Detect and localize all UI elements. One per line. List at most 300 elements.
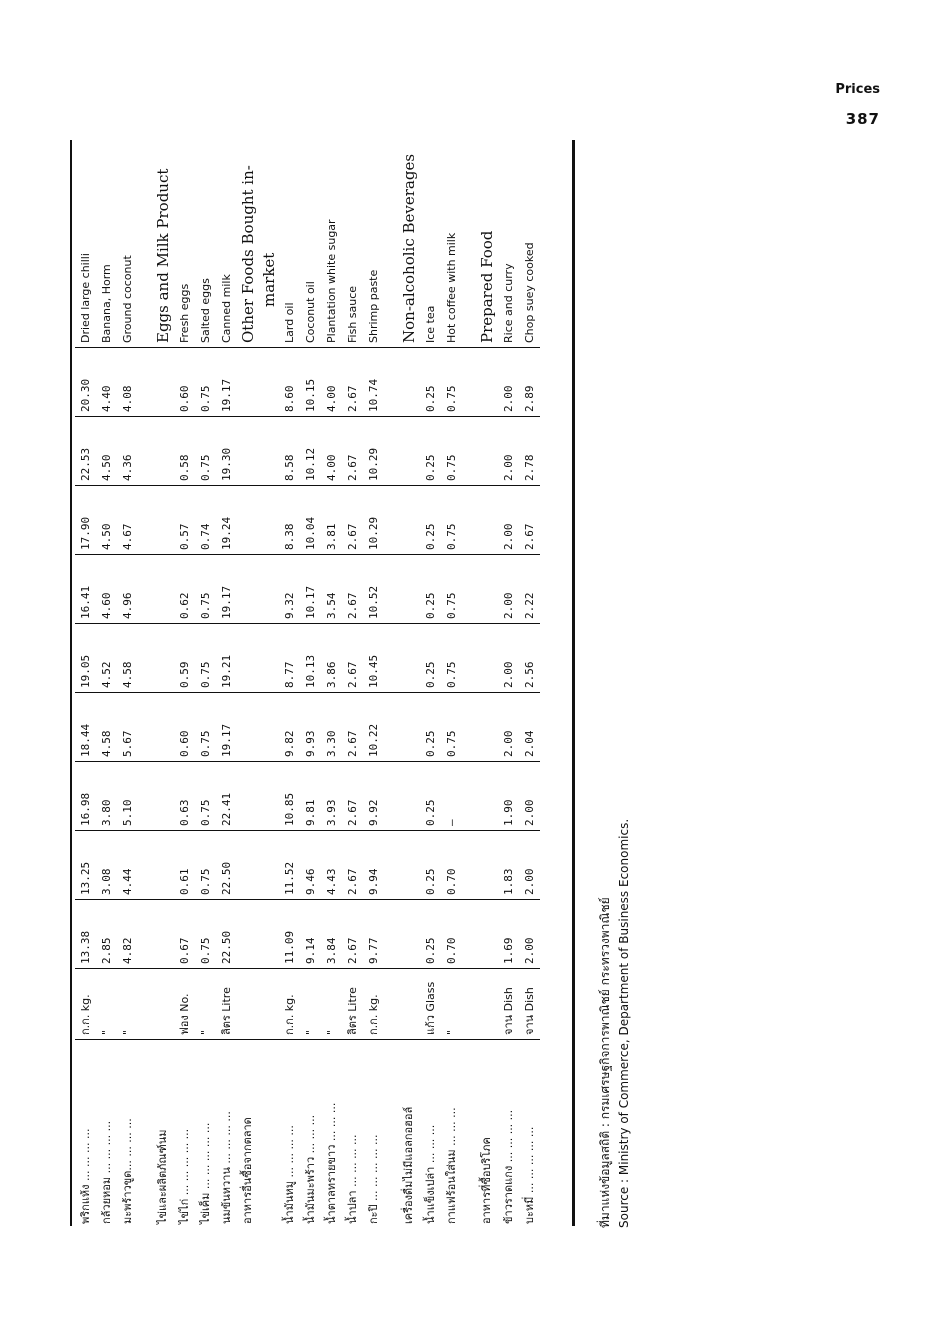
table-bottom-rule (70, 140, 72, 1226)
empty-cell (237, 555, 258, 624)
table-row (195, 96, 216, 1228)
price-value-cell: 11.09 (279, 900, 300, 969)
item-thai-label: มะพร้าวขูด... ... ... ... (117, 1040, 138, 1229)
empty-cell (152, 348, 174, 417)
price-value-cell: 0.75 (195, 348, 216, 417)
spacer-cell (138, 831, 152, 900)
table-row (420, 96, 441, 1228)
table-row (363, 96, 384, 1228)
price-value-cell: 11.52 (279, 831, 300, 900)
price-value-cell: 0.75 (195, 624, 216, 693)
price-value-cell: 2.67 (342, 624, 363, 693)
empty-cell (258, 555, 279, 624)
empty-cell (476, 831, 498, 900)
item-english-label: Dried large chilli (79, 253, 92, 343)
price-value-cell: 2.67 (342, 831, 363, 900)
unit-cell: ลิตร Litre (216, 969, 237, 1040)
source-thai: ที่มาแห่งข้อมูลสถิติ : กรมเศรษฐกิจการพาณิชย์ กระทรวงพาณิชย์ (598, 897, 612, 1228)
empty-cell (237, 348, 258, 417)
empty-cell (237, 624, 258, 693)
unit-cell: จาน Dish (519, 969, 540, 1040)
price-value-cell: 2.04 (519, 693, 540, 762)
empty-cell (237, 486, 258, 555)
table-row (174, 96, 195, 1228)
price-value-cell: 0.67 (174, 900, 195, 969)
unit-cell: " (441, 969, 462, 1040)
section-english-label: Non-alcoholic Beverages (400, 153, 418, 343)
empty-cell (476, 969, 498, 1040)
empty-cell (237, 831, 258, 900)
price-value-cell: 8.60 (279, 348, 300, 417)
price-value-cell: 19.05 (75, 624, 96, 693)
spacer-row (138, 96, 152, 1228)
empty-cell (237, 969, 258, 1040)
price-value-cell: 4.40 (96, 348, 117, 417)
table-row (75, 96, 96, 1228)
price-value-cell: 20.30 (75, 348, 96, 417)
empty-cell (476, 555, 498, 624)
price-value-cell: 8.38 (279, 486, 300, 555)
spacer-cell (462, 486, 476, 555)
item-thai-label: พริกแห้ง ... ... ... ... (75, 1040, 96, 1229)
unit-cell: " (96, 969, 117, 1040)
price-value-cell: 4.00 (321, 417, 342, 486)
item-thai-label: น้ำมันหมู ... ... ... ... (279, 1040, 300, 1229)
unit-cell: ฟอง No. (174, 969, 195, 1040)
price-value-cell: 10.13 (300, 624, 321, 693)
empty-cell (398, 348, 420, 417)
price-value-cell: 9.77 (363, 900, 384, 969)
price-value-cell: 4.60 (96, 555, 117, 624)
price-value-cell: 9.94 (363, 831, 384, 900)
item-english-label: Banana, Horm (100, 264, 113, 343)
item-english-label: Salted eggs (199, 278, 212, 343)
spacer-row (462, 96, 476, 1228)
table-row (279, 96, 300, 1228)
price-value-cell: 18.44 (75, 693, 96, 762)
price-value-cell: 0.59 (174, 624, 195, 693)
empty-cell (258, 348, 279, 417)
price-value-cell: 5.67 (117, 693, 138, 762)
price-value-cell: 2.00 (519, 831, 540, 900)
empty-cell (398, 762, 420, 831)
price-value-cell: 10.29 (363, 486, 384, 555)
empty-cell (398, 624, 420, 693)
price-value-cell: 10.52 (363, 555, 384, 624)
empty-cell (258, 693, 279, 762)
unit-cell: " (117, 969, 138, 1040)
price-value-cell: 3.86 (321, 624, 342, 693)
price-value-cell: 13.25 (75, 831, 96, 900)
price-value-cell: 3.80 (96, 762, 117, 831)
price-value-cell: 8.58 (279, 417, 300, 486)
price-value-cell: 4.58 (96, 693, 117, 762)
section-thai-label: เครื่องดื่มไม่มีแอลกอฮอล์ (398, 1040, 420, 1229)
spacer-cell (138, 969, 152, 1040)
price-value-cell: 9.93 (300, 693, 321, 762)
item-english-label: Shrimp paste (367, 269, 380, 343)
spacer-cell (462, 417, 476, 486)
price-value-cell: 13.38 (75, 900, 96, 969)
price-value-cell: 2.00 (519, 762, 540, 831)
price-value-cell: 22.50 (216, 900, 237, 969)
section-row (398, 96, 420, 1228)
price-value-cell: 22.41 (216, 762, 237, 831)
empty-cell (258, 417, 279, 486)
spacer-cell (384, 486, 398, 555)
item-thai-label: ไข่ไก่ ... ... ... ... ... (174, 1040, 195, 1229)
section-thai-label: ไข่และผลิตภัณฑ์นม (152, 1040, 174, 1229)
spacer-cell (138, 762, 152, 831)
price-value-cell: 19.21 (216, 624, 237, 693)
price-value-cell: 2.67 (519, 486, 540, 555)
price-value-cell: 22.50 (216, 831, 237, 900)
spacer-cell (138, 555, 152, 624)
item-thai-label: น้ำแข็งเปล่า ... ... ... (420, 1040, 441, 1229)
empty-cell (237, 693, 258, 762)
empty-cell (152, 624, 174, 693)
item-thai-label: บะหมี่ ... ... ... ... ... (519, 1040, 540, 1229)
empty-cell (476, 417, 498, 486)
price-value-cell: 0.75 (195, 762, 216, 831)
item-thai-label: น้ำมันมะพร้าว ... ... ... (300, 1040, 321, 1229)
price-table (75, 96, 540, 1228)
empty-cell (258, 831, 279, 900)
spacer-cell (138, 417, 152, 486)
spacer-cell (138, 348, 152, 417)
empty-cell (152, 555, 174, 624)
price-value-cell: 3.81 (321, 486, 342, 555)
spacer-cell (384, 624, 398, 693)
price-value-cell: 9.46 (300, 831, 321, 900)
spacer-cell (138, 1040, 152, 1229)
price-value-cell: 10.17 (300, 555, 321, 624)
price-value-cell: 4.43 (321, 831, 342, 900)
empty-cell (152, 900, 174, 969)
price-value-cell: 2.67 (342, 486, 363, 555)
item-english-label: Plantation white sugar (325, 219, 338, 343)
item-thai-label: กล้วยหอม ... ... ... ... (96, 1040, 117, 1229)
price-value-cell: 0.25 (420, 693, 441, 762)
price-value-cell: 9.92 (363, 762, 384, 831)
price-value-cell: 4.58 (117, 624, 138, 693)
empty-cell (152, 417, 174, 486)
item-english-label: Lard oil (283, 302, 296, 343)
price-value-cell: 0.75 (195, 693, 216, 762)
price-value-cell: 3.30 (321, 693, 342, 762)
item-english-label: Fish sauce (346, 285, 359, 343)
price-table-body (75, 96, 540, 1228)
price-value-cell: 3.54 (321, 555, 342, 624)
spacer-cell (384, 417, 398, 486)
empty-cell (398, 693, 420, 762)
table-row (519, 96, 540, 1228)
price-value-cell: 5.10 (117, 762, 138, 831)
empty-cell (237, 762, 258, 831)
empty-cell (398, 969, 420, 1040)
spacer-cell (138, 900, 152, 969)
price-value-cell: 2.89 (519, 348, 540, 417)
spacer-row (384, 96, 398, 1228)
price-value-cell: 0.62 (174, 555, 195, 624)
empty-cell (476, 348, 498, 417)
price-value-cell: 0.70 (441, 831, 462, 900)
item-thai-label: น้ำตาลทรายขาว ... ... ... (321, 1040, 342, 1229)
price-value-cell: 16.41 (75, 555, 96, 624)
price-value-cell: 4.50 (96, 486, 117, 555)
price-value-cell: 2.00 (498, 693, 519, 762)
section-thai-label (258, 1040, 279, 1229)
table-row (96, 96, 117, 1228)
price-value-cell: 2.67 (342, 900, 363, 969)
price-value-cell: 3.08 (96, 831, 117, 900)
price-value-cell: 4.44 (117, 831, 138, 900)
table-row (321, 96, 342, 1228)
price-value-cell: 9.81 (300, 762, 321, 831)
price-value-cell: 0.60 (174, 693, 195, 762)
item-thai-label: กาแฟร้อนใส่นม ... ... ... (441, 1040, 462, 1229)
price-value-cell: 4.36 (117, 417, 138, 486)
price-value-cell: 8.77 (279, 624, 300, 693)
empty-cell (152, 831, 174, 900)
unit-cell: ลิตร Litre (342, 969, 363, 1040)
spacer-cell (384, 831, 398, 900)
price-value-cell: 2.67 (342, 417, 363, 486)
price-value-cell: 0.63 (174, 762, 195, 831)
spacer-cell (384, 96, 398, 348)
item-thai-label: น้ำปลา ... ... ... ... (342, 1040, 363, 1229)
price-value-cell: 2.22 (519, 555, 540, 624)
item-english-label: Canned milk (220, 274, 233, 343)
unit-cell: " (195, 969, 216, 1040)
spacer-cell (384, 693, 398, 762)
price-value-cell: 10.74 (363, 348, 384, 417)
price-value-cell: 0.60 (174, 348, 195, 417)
page-number: 387 (845, 110, 880, 128)
price-value-cell: 0.25 (420, 762, 441, 831)
price-value-cell: 19.30 (216, 417, 237, 486)
table-row (441, 96, 462, 1228)
price-value-cell: 4.08 (117, 348, 138, 417)
empty-cell (237, 900, 258, 969)
price-value-cell: 0.70 (441, 900, 462, 969)
price-value-cell: 0.74 (195, 486, 216, 555)
price-value-cell: 17.90 (75, 486, 96, 555)
section-row (237, 96, 258, 1228)
price-value-cell: 0.25 (420, 486, 441, 555)
price-value-cell: 2.67 (342, 555, 363, 624)
spacer-cell (384, 762, 398, 831)
unit-cell: ก.ก. kg. (75, 969, 96, 1040)
empty-cell (152, 486, 174, 555)
empty-cell (152, 762, 174, 831)
empty-cell (476, 624, 498, 693)
price-value-cell: 0.58 (174, 417, 195, 486)
empty-cell (476, 486, 498, 555)
spacer-cell (138, 96, 152, 348)
price-value-cell: 2.67 (342, 762, 363, 831)
empty-cell (152, 693, 174, 762)
empty-cell (237, 417, 258, 486)
section-row (476, 96, 498, 1228)
price-value-cell: 1.90 (498, 762, 519, 831)
price-value-cell: 3.93 (321, 762, 342, 831)
price-value-cell: 4.67 (117, 486, 138, 555)
price-value-cell: 0.25 (420, 624, 441, 693)
price-value-cell: 19.24 (216, 486, 237, 555)
price-value-cell: 2.00 (498, 417, 519, 486)
spacer-cell (462, 348, 476, 417)
price-value-cell: 0.75 (195, 900, 216, 969)
empty-cell (152, 969, 174, 1040)
item-thai-label: นมข้นหวาน ... ... ... ... (216, 1040, 237, 1229)
price-value-cell: 0.75 (441, 693, 462, 762)
price-value-cell: 9.82 (279, 693, 300, 762)
empty-cell (398, 900, 420, 969)
price-value-cell: 0.57 (174, 486, 195, 555)
price-value-cell: 2.00 (498, 624, 519, 693)
spacer-cell (462, 762, 476, 831)
section-row (258, 96, 279, 1228)
section-row (152, 96, 174, 1228)
price-value-cell: 10.15 (300, 348, 321, 417)
empty-cell (476, 693, 498, 762)
empty-cell (258, 900, 279, 969)
price-value-cell: 2.00 (498, 555, 519, 624)
spacer-cell (462, 693, 476, 762)
price-value-cell: 0.75 (441, 348, 462, 417)
empty-cell (258, 486, 279, 555)
spacer-cell (384, 900, 398, 969)
section-english-label: Eggs and Milk Product (154, 168, 172, 343)
price-value-cell: 2.56 (519, 624, 540, 693)
price-value-cell: 10.04 (300, 486, 321, 555)
price-table-container (75, 143, 575, 1228)
price-value-cell: 4.82 (117, 900, 138, 969)
running-header-title: Prices (835, 82, 880, 97)
table-row (216, 96, 237, 1228)
spacer-cell (138, 693, 152, 762)
price-value-cell: 10.85 (279, 762, 300, 831)
spacer-cell (462, 969, 476, 1040)
spacer-cell (138, 624, 152, 693)
spacer-cell (462, 624, 476, 693)
empty-cell (258, 624, 279, 693)
item-thai-label: ไข่เค็ม ... ... ... ... ... (195, 1040, 216, 1229)
price-value-cell: 2.00 (498, 348, 519, 417)
spacer-cell (384, 555, 398, 624)
price-value-cell: 0.25 (420, 831, 441, 900)
price-value-cell: 4.50 (96, 417, 117, 486)
price-value-cell: 19.17 (216, 555, 237, 624)
price-value-cell: — (441, 762, 462, 831)
price-value-cell: 0.75 (195, 555, 216, 624)
price-value-cell: 0.75 (441, 555, 462, 624)
section-thai-label: อาหารที่ซื้อบริโภค (476, 1040, 498, 1229)
price-value-cell: 22.53 (75, 417, 96, 486)
unit-cell: " (321, 969, 342, 1040)
price-value-cell: 19.17 (216, 348, 237, 417)
price-value-cell: 0.61 (174, 831, 195, 900)
price-value-cell: 10.12 (300, 417, 321, 486)
price-value-cell: 9.14 (300, 900, 321, 969)
price-value-cell: 1.83 (498, 831, 519, 900)
price-value-cell: 0.25 (420, 900, 441, 969)
spacer-cell (384, 1040, 398, 1229)
section-english-label: market (259, 252, 278, 307)
item-english-label: Rice and curry (502, 263, 515, 343)
price-value-cell: 0.75 (441, 417, 462, 486)
spacer-cell (462, 96, 476, 348)
item-english-label: Coconut oil (304, 281, 317, 343)
price-value-cell: 0.75 (195, 831, 216, 900)
empty-cell (258, 762, 279, 831)
price-value-cell: 0.75 (441, 624, 462, 693)
price-value-cell: 2.67 (342, 348, 363, 417)
price-value-cell: 10.45 (363, 624, 384, 693)
spacer-cell (462, 831, 476, 900)
price-value-cell: 4.96 (117, 555, 138, 624)
item-english-label: Chop suey cooked (523, 242, 536, 343)
table-row (498, 96, 519, 1228)
empty-cell (398, 486, 420, 555)
price-value-cell: 1.69 (498, 900, 519, 969)
unit-cell: " (300, 969, 321, 1040)
price-value-cell: 2.00 (498, 486, 519, 555)
table-row (117, 96, 138, 1228)
price-value-cell: 10.29 (363, 417, 384, 486)
item-english-label: Ground coconut (121, 255, 134, 343)
unit-cell: ก.ก. kg. (279, 969, 300, 1040)
source-english: Source : Ministry of Commerce, Department of Business Economics. (617, 818, 631, 1228)
item-thai-label: ข้าวราดแกง ... ... ... ... (498, 1040, 519, 1229)
unit-cell: แก้ว Glass (420, 969, 441, 1040)
price-value-cell: 0.25 (420, 417, 441, 486)
price-value-cell: 16.98 (75, 762, 96, 831)
section-english-label: Prepared Food (478, 230, 496, 343)
spacer-cell (462, 555, 476, 624)
price-value-cell: 3.84 (321, 900, 342, 969)
table-row (300, 96, 321, 1228)
price-value-cell: 0.25 (420, 555, 441, 624)
empty-cell (476, 900, 498, 969)
empty-cell (398, 555, 420, 624)
price-value-cell: 19.17 (216, 693, 237, 762)
empty-cell (476, 762, 498, 831)
empty-cell (398, 831, 420, 900)
price-value-cell: 4.00 (321, 348, 342, 417)
price-value-cell: 10.22 (363, 693, 384, 762)
spacer-cell (462, 1040, 476, 1229)
spacer-cell (384, 969, 398, 1040)
item-english-label: Ice tea (424, 305, 437, 343)
spacer-cell (138, 486, 152, 555)
price-value-cell: 4.52 (96, 624, 117, 693)
price-value-cell: 9.32 (279, 555, 300, 624)
unit-cell: จาน Dish (498, 969, 519, 1040)
price-value-cell: 2.67 (342, 693, 363, 762)
item-thai-label: กะปิ ... ... ... ... ... (363, 1040, 384, 1229)
price-value-cell: 0.25 (420, 348, 441, 417)
price-value-cell: 0.75 (441, 486, 462, 555)
price-value-cell: 2.78 (519, 417, 540, 486)
item-english-label: Hot coffee with milk (445, 232, 458, 343)
section-english-label: Other Foods Bought in- (238, 165, 257, 343)
price-value-cell: 2.00 (519, 900, 540, 969)
empty-cell (258, 969, 279, 1040)
item-english-label: Fresh eggs (178, 283, 191, 343)
spacer-cell (384, 348, 398, 417)
